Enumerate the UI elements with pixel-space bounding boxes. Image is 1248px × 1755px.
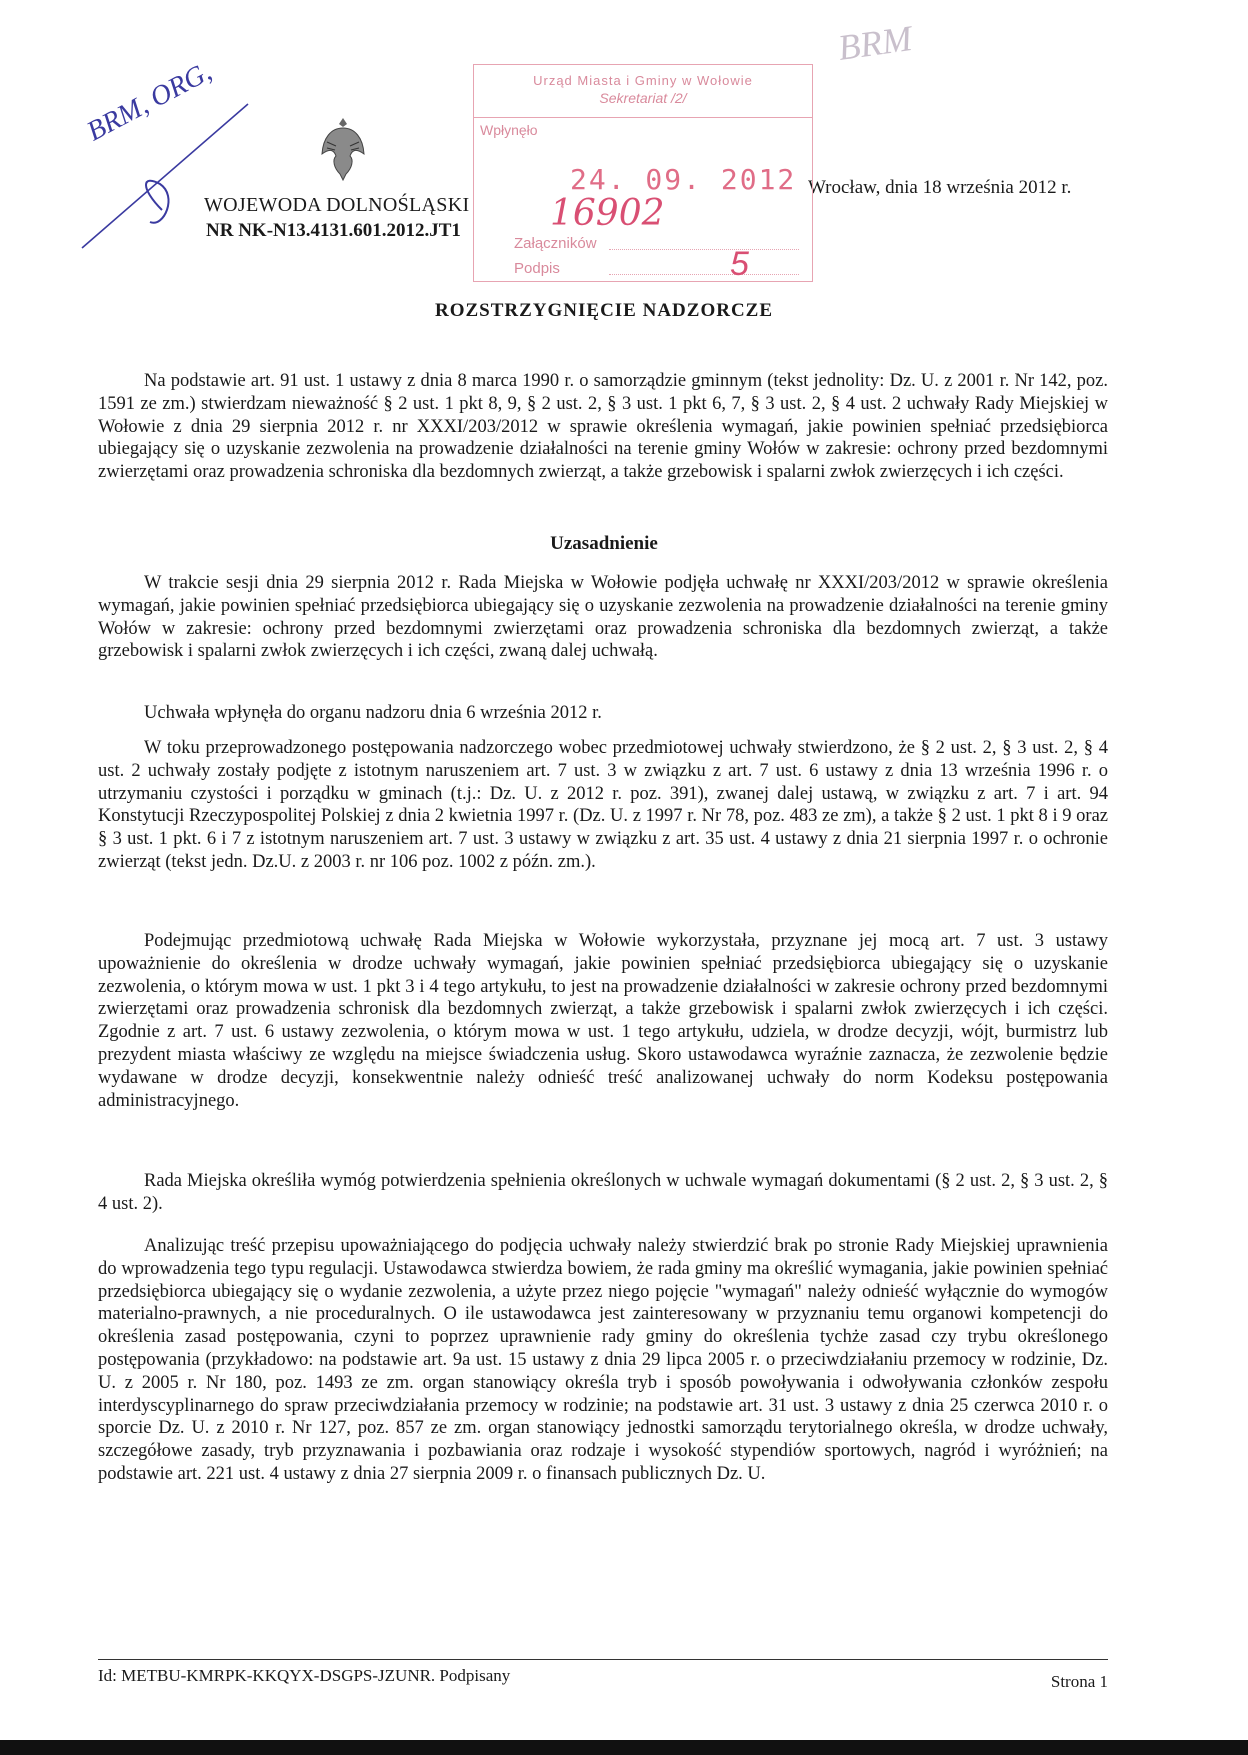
stamp-dotted-line	[609, 274, 799, 275]
stamp-divider	[474, 117, 812, 118]
eagle-emblem-icon	[318, 112, 368, 182]
handwritten-routing-note: BRM, ORG,	[82, 56, 217, 148]
intro-paragraph: Na podstawie art. 91 ust. 1 ustawy z dnia 8 marca 1990 r. o samorządzie gminnym (tekst jednolity: Dz. U. z 2001 r. Nr 142, poz. 1591 ze zm.) stwierdzam nieważność § 2 ust. 1 pkt 8, 9, § 2 ust. 2, § 3 ust. 1 pkt 6, 7, § 3 ust. 2, § 4 ust. 2 uchwały Rady Miejskiej w Wołowie z dnia 29 sierpnia 2012 r. nr XXXI/203/2012 w sprawie określenia wymagań, jakie powinien spełniać przedsiębiorca ubiegający się o uzyskanie zezwolenia na prowadzenie działalności na terenie gminy Wołów w zakresie: ochrony przed bezdomnymi zwierzętami oraz prowadzenia schroniska dla bezdomnych zwierząt, a także grzebowisk i spalarni zwłok zwierzęcych i ich części.	[98, 371, 1108, 483]
reference-number: NR NK-N13.4131.601.2012.JT1	[206, 220, 461, 241]
stamp-received-date: 24. 09. 2012	[570, 163, 797, 196]
body-paragraph: W toku przeprowadzonego postępowania nadzorczego wobec przedmiotowej uchwały stwierdzono, że § 2 ust. 2, § 3 ust. 2, § 4 ust. 2 uchwały zostały podjęte z istotnym naruszeniem art. 7 ust. 3 w związku z art. 7 ust. 6 ustawy z dnia 13 września 1996 r. o utrzymaniu czystości i porządku w gminach (t.j.: Dz. U. z 2012 r. poz. 391), zwanej dalej ustawą, w związku z art. 7 i art. 94 Konstytucji Rzeczypospolitej Polskiej z dnia 2 kwietnia 1997 r. (Dz. U. z 1997 r. Nr 78, poz. 483 ze zm), a także § 2 ust. 1 pkt 8 i 9 oraz § 3 ust. 1 pkt. 6 i 7 z istotnym naruszeniem art. 7 ust. 3 ustawy w związku z art. 35 ust. 4 ustawy z dnia 21 sierpnia 1997 r. o ochronie zwierząt (tekst jedn. Dz.U. z 2003 r. nr 106 poz. 1002 z późn. zm.).	[98, 738, 1108, 872]
stamp-attachment-count: 5	[730, 245, 749, 283]
stamp-registry-number: 16902	[550, 193, 665, 234]
document-id: Id: METBU-KMRPK-KKQYX-DSGPS-JZUNR. Podpisany	[98, 1666, 511, 1685]
stamp-attachments-label: Załączników	[514, 235, 597, 252]
justification-heading: Uzasadnienie	[550, 533, 658, 554]
handwritten-initials: BRM	[835, 18, 915, 68]
page-number: Strona 1	[1050, 1672, 1108, 1691]
body-paragraph: Uchwała wpłynęła do organu nadzoru dnia 6 września 2012 r.	[144, 703, 602, 723]
stamp-signature-label: Podpis	[514, 260, 560, 277]
stamp-dotted-line	[609, 249, 799, 250]
scan-border	[0, 1740, 1248, 1755]
stamp-received-label: Wpłynęło	[480, 122, 538, 138]
footer-divider	[98, 1659, 1108, 1660]
place-and-date: Wrocław, dnia 18 września 2012 r.	[808, 177, 1072, 198]
body-paragraph: Rada Miejska określiła wymóg potwierdzenia spełnienia określonych w uchwale wymagań dokumentami (§ 2 ust. 2, § 3 ust. 2, § 4 ust. 2).	[98, 1171, 1108, 1214]
body-paragraph: Podejmując przedmiotową uchwałę Rada Miejska w Wołowie wykorzystała, przyznane jej mocą art. 7 ust. 3 ustawy upoważnienie do określenia w drodze uchwały wymagań, jakie powinien spełniać przedsiębiorca ubiegający się o uzyskanie zezwolenia, o którym mowa w ust. 1 pkt 3 i 4 tego artykułu, to jest na prowadzenie działalności w zakresie ochrony przed bezdomnymi zwierzętami oraz prowadzenia schronisk dla bezdomnych zwierząt, a także grzebowisk i spalarni zwłok zwierzęcych i ich części. Zgodnie z art. 7 ust. 6 ustawy zezwolenia, o którym mowa w ust. 1 tego artykułu, udziela, w drodze decyzji, wójt, burmistrz lub prezydent miasta właściwy ze względu na miejsce świadczenia usług. Skoro ustawodawca wyraźnie zaznacza, że zezwolenie będzie wydawane w drodze decyzji, konsekwentnie należy odnieść treść analizowanej uchwały do norm Kodeksu postępowania administracyjnego.	[98, 931, 1108, 1111]
stamp-department: Sekretariat /2/	[599, 90, 687, 106]
stamp-office: Urząd Miasta i Gminy w Wołowie	[533, 73, 753, 88]
issuer-name: WOJEWODA DOLNOŚLĄSKI	[204, 194, 470, 216]
registry-stamp	[473, 64, 813, 282]
body-paragraph: W trakcie sesji dnia 29 sierpnia 2012 r. Rada Miejska w Wołowie podjęła uchwałę nr XXXI/203/2012 w sprawie określenia wymagań, jakie powinien spełniać przedsiębiorca ubiegający się o uzyskanie zezwolenia na prowadzenie działalności na terenie gminy Wołów w zakresie: ochrony przed bezdomnymi zwierzętami oraz prowadzenia schroniska dla bezdomnych zwierząt, a także grzebowisk i spalarni zwłok zwierzęcych i ich części, zwaną dalej uchwałą.	[98, 573, 1108, 662]
body-paragraph: Analizując treść przepisu upoważniającego do podjęcia uchwały należy stwierdzić brak po stronie Rady Miejskiej uprawnienia do wprowadzenia tego typu regulacji. Ustawodawca stwierdza bowiem, że rada gminy ma określić wymagania, jakie powinien spełniać przedsiębiorca ubiegający się o wydanie zezwolenia, a użyte przez niego pojęcie "wymagań" należy odnieść wyłącznie do wymogów materialno-prawnych, a nie proceduralnych. O ile ustawodawca jest zainteresowany w przyznaniu temu organowi kompetencji do określenia zasad postępowania, czyni to poprzez uprawnienie rady gminy do określenia tychże zasad czy trybu określonego postępowania (przykładowo: na podstawie art. 9a ust. 15 ustawy z dnia 29 lipca 2005 r. o przeciwdziałaniu przemocy w rodzinie, Dz. U. z 2005 r. Nr 180, poz. 1493 ze zm. organ stanowiący określa tryb i sposób powoływania i odwoływania członków zespołu interdyscyplinarnego do spraw przeciwdziałania przemocy w rodzinie; na podstawie art. 31 ust. 3 ustawy z dnia 25 czerwca 2010 r. o sporcie Dz. U. z 2010 r. Nr 127, poz. 857 ze zm. organ stanowiący jednostki samorządu terytorialnego określa, w drodze uchwały, szczegółowe zasady, tryb przyznawania i pozbawiania oraz rodzaje i wysokość stypendiów sportowych, nagród i wyróżnień; na podstawie art. 221 ust. 4 ustawy z dnia 27 sierpnia 2009 r. o finansach publicznych Dz. U.	[98, 1236, 1108, 1484]
document-title: ROZSTRZYGNIĘCIE NADZORCZE	[434, 300, 774, 321]
